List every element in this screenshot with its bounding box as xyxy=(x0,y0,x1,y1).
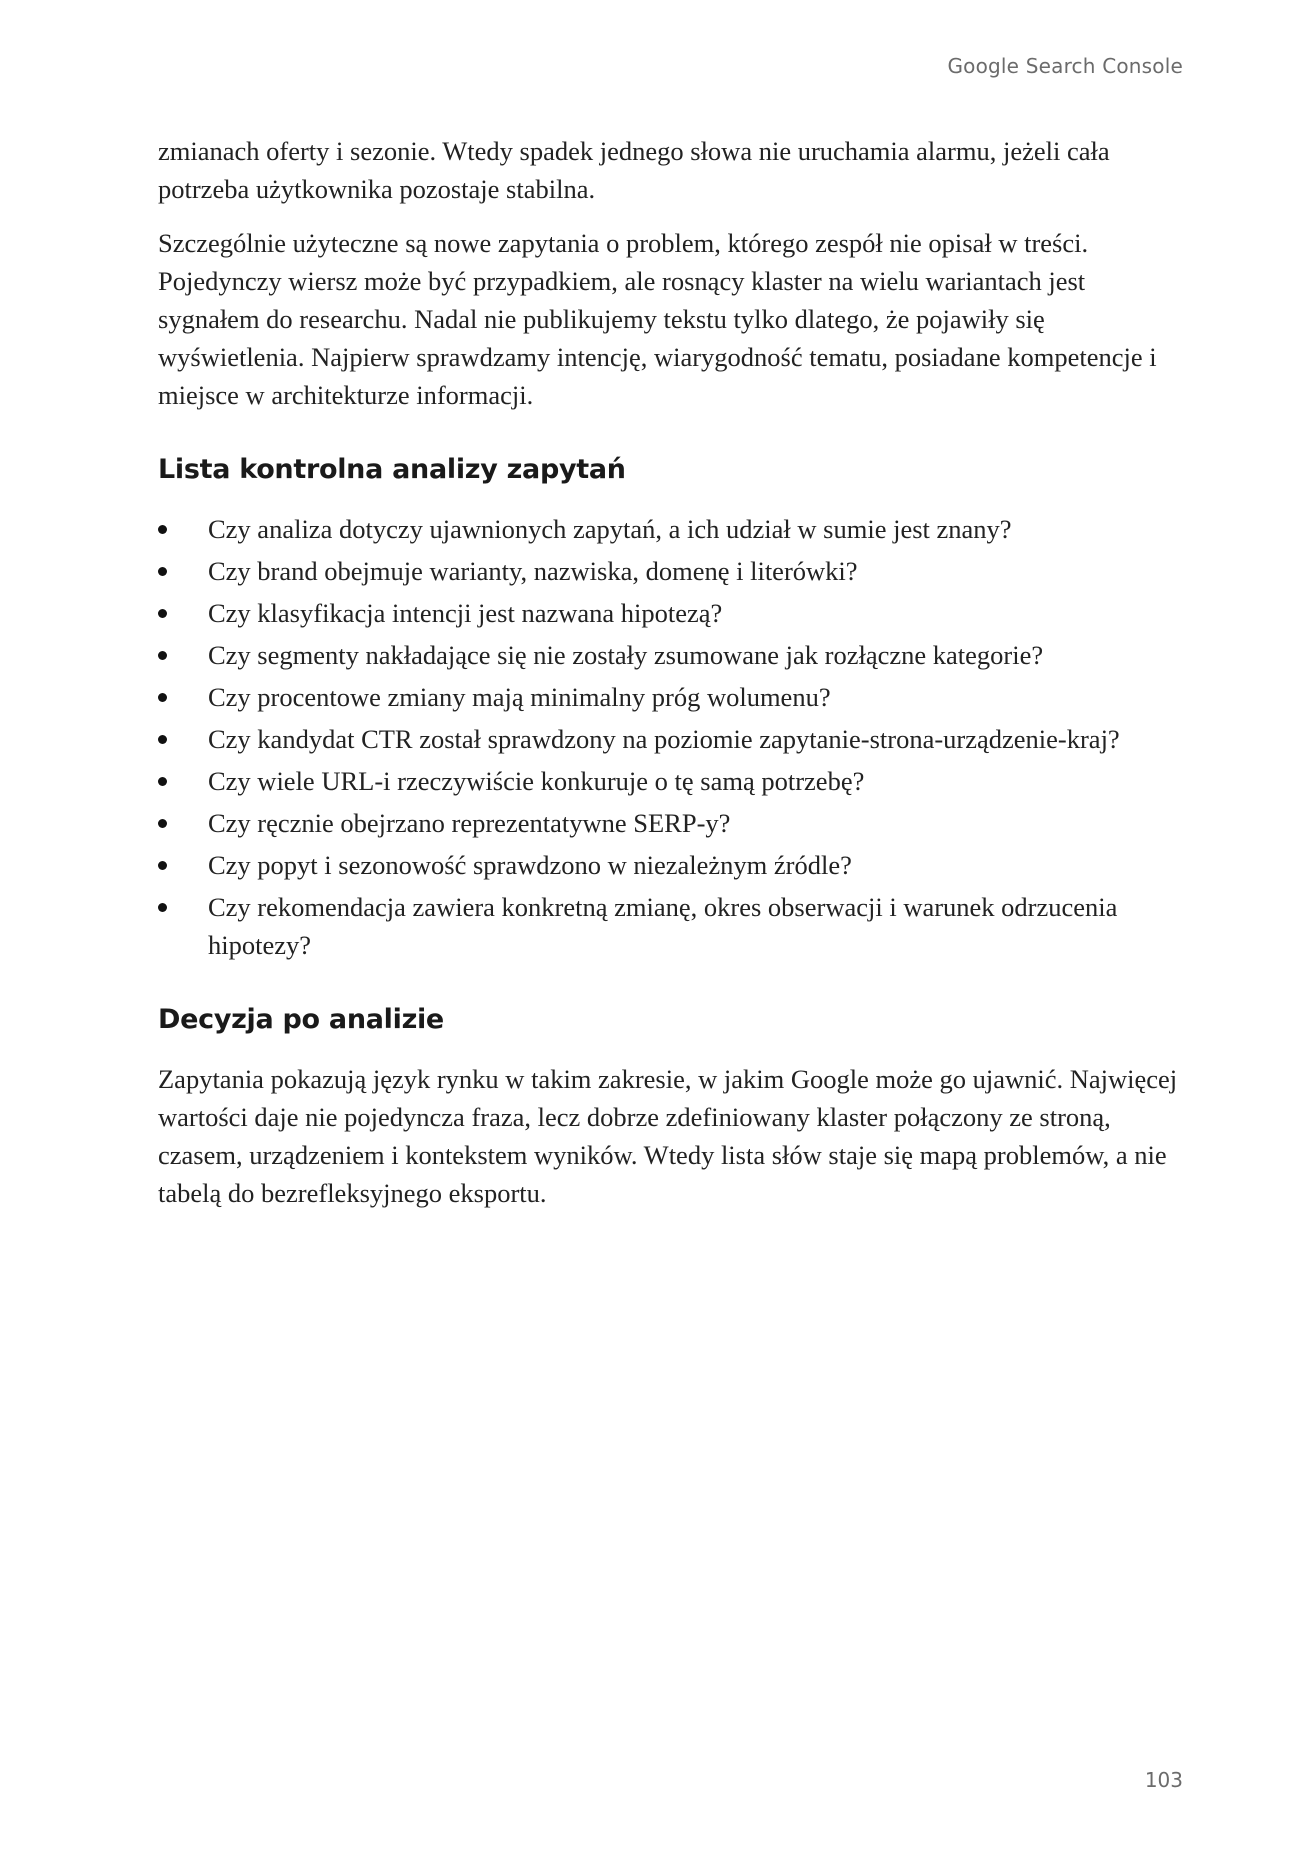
bullet-icon xyxy=(158,609,167,618)
checklist-item-text: Czy procentowe zmiany mają minimalny próg wolumenu? xyxy=(208,682,831,712)
checklist-item-text: Czy kandydat CTR został sprawdzony na poziomie zapytanie-strona-urządzenie-kraj? xyxy=(208,724,1120,754)
checklist-item-text: Czy popyt i sezonowość sprawdzono w niezależnym źródle? xyxy=(208,850,852,880)
checklist-item xyxy=(158,636,1188,674)
page-content xyxy=(158,132,1188,1228)
bullet-icon xyxy=(158,693,167,702)
checklist-item xyxy=(158,594,1188,632)
checklist-item-text: Czy analiza dotyczy ujawnionych zapytań, a ich udział w sumie jest znany? xyxy=(208,514,1012,544)
bullet-icon xyxy=(158,819,167,828)
bullet-icon xyxy=(158,861,167,870)
checklist-item-text: Czy ręcznie obejrzano reprezentatywne SERP-y? xyxy=(208,808,731,838)
checklist-item xyxy=(158,846,1188,884)
checklist-item-text: Czy brand obejmuje warianty, nazwiska, domenę i literówki? xyxy=(208,556,858,586)
checklist-item xyxy=(158,762,1188,800)
decision-heading: Decyzja po analizie xyxy=(158,1004,444,1035)
checklist-item-text: Czy segmenty nakładające się nie zostały zsumowane jak rozłączne kategorie? xyxy=(208,640,1044,670)
page-number: 103 xyxy=(1144,1768,1183,1792)
bullet-icon xyxy=(158,651,167,660)
bullet-icon xyxy=(158,777,167,786)
bullet-icon xyxy=(158,903,167,912)
checklist-heading: Lista kontrolna analizy zapytań xyxy=(158,454,626,485)
paragraph: Szczególnie użyteczne są nowe zapytania o problem, którego zespół nie opisał w treści. Pojedynczy wiersz może być przypadkiem, ale rosnący klaster na wielu wariantach jest sygnałem do researchu. Nadal nie publikujemy tekstu tylko dlatego, że pojawiły się wyświetlenia. Najpierw sprawdzamy intencję, wiarygodność tematu, posiadane kompetencje i miejsce w architekturze informacji. xyxy=(158,228,1157,410)
checklist-item-text: Czy klasyfikacja intencji jest nazwana hipotezą? xyxy=(208,598,723,628)
checklist xyxy=(158,510,1188,964)
bullet-icon xyxy=(158,735,167,744)
checklist-item xyxy=(158,678,1188,716)
bullet-icon xyxy=(158,525,167,534)
checklist-item xyxy=(158,510,1188,548)
checklist-item xyxy=(158,552,1188,590)
checklist-item xyxy=(158,804,1188,842)
running-header: Google Search Console xyxy=(947,54,1183,78)
paragraph: Zapytania pokazują język rynku w takim zakresie, w jakim Google może go ujawnić. Najwięcej wartości daje nie pojedyncza fraza, lecz dobrze zdefiniowany klaster połączony ze stroną, czasem, urządzeniem i kontekstem wyników. Wtedy lista słów staje się mapą problemów, a nie tabelą do bezrefleksyjnego eksportu. xyxy=(158,1064,1178,1208)
checklist-item-text: Czy wiele URL-i rzeczywiście konkuruje o tę samą potrzebę? xyxy=(208,766,865,796)
paragraph: zmianach oferty i sezonie. Wtedy spadek jednego słowa nie uruchamia alarmu, jeżeli cała potrzeba użytkownika pozostaje stabilna. xyxy=(158,136,1110,204)
checklist-item xyxy=(158,888,1188,964)
bullet-icon xyxy=(158,567,167,576)
checklist-item xyxy=(158,720,1188,758)
checklist-item-text: Czy rekomendacja zawiera konkretną zmianę, okres obserwacji i warunek odrzucenia hipotezy? xyxy=(208,892,1118,960)
